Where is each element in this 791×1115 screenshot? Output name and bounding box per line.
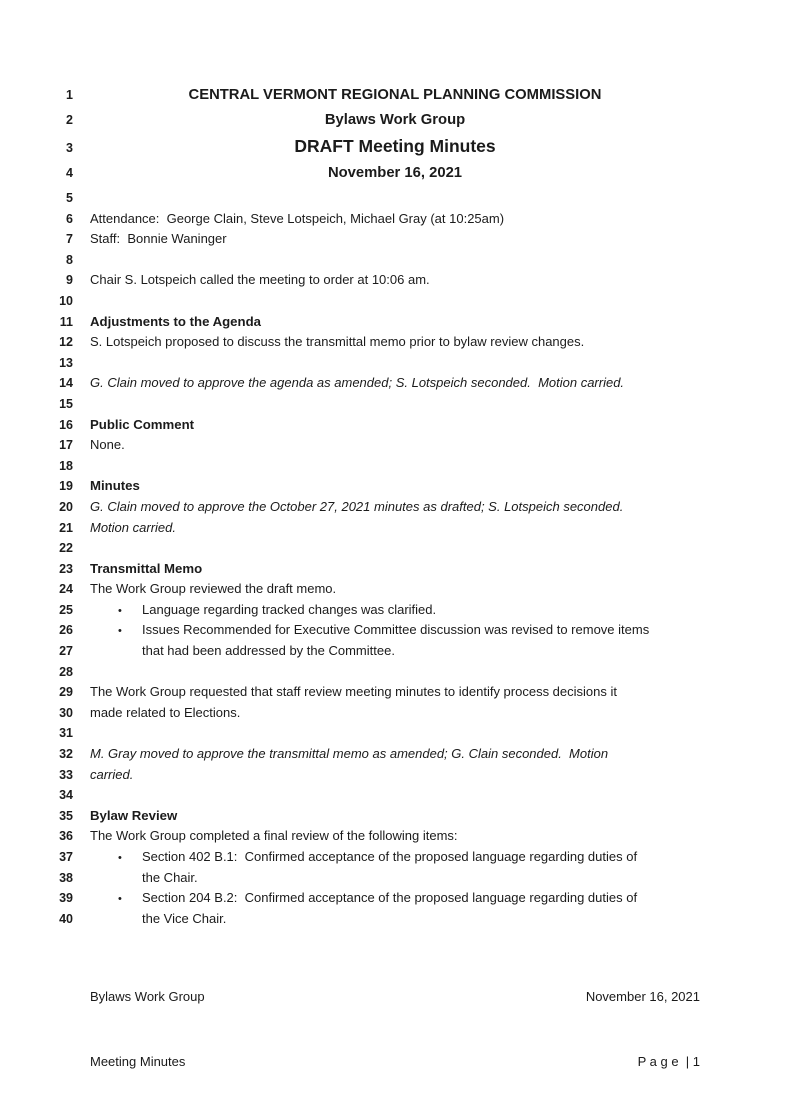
minutes-line [0, 726, 791, 747]
minutes-line [0, 871, 791, 892]
line-number: 6 [66, 211, 73, 226]
minutes-line [0, 685, 791, 706]
line-number: 38 [59, 870, 73, 885]
line-text: Staff: Bonnie Waninger [90, 231, 227, 247]
section-heading: Adjustments to the Agenda [90, 313, 261, 329]
line-text [90, 603, 700, 617]
minutes-line [0, 418, 791, 439]
minutes-line [0, 253, 791, 274]
minutes-line [0, 788, 791, 809]
minutes-line [0, 829, 791, 850]
line-text: Motion carried. [90, 519, 176, 535]
line-number: 29 [59, 685, 73, 700]
document-title-line: DRAFT Meeting Minutes [294, 136, 496, 156]
line-number: 36 [59, 829, 73, 844]
minutes-line [0, 809, 791, 830]
document-title-line: CENTRAL VERMONT REGIONAL PLANNING COMMISSION [188, 87, 602, 103]
line-number: 34 [59, 788, 73, 803]
bullet-text: Issues Recommended for Executive Committee discussion was revised to remove items [142, 622, 650, 638]
footer-group-name: Bylaws Work Group [90, 989, 205, 1005]
minutes-line [0, 88, 791, 113]
line-number: 2 [66, 113, 73, 127]
line-text: the Vice Chair. [142, 910, 227, 926]
minutes-line [0, 232, 791, 253]
line-number: 9 [66, 273, 73, 288]
line-number: 35 [59, 808, 73, 823]
minutes-line [0, 500, 791, 521]
minutes-line [0, 850, 791, 871]
footer-doc-type: Meeting Minutes [90, 1053, 186, 1069]
line-number: 28 [59, 664, 73, 679]
footer-date: November 16, 2021 [585, 989, 700, 1005]
minutes-line [0, 138, 791, 166]
bullet-icon: • [118, 893, 122, 906]
line-number: 19 [59, 479, 73, 494]
line-text [90, 850, 700, 864]
bullet-icon: • [118, 625, 122, 638]
minutes-line [0, 582, 791, 603]
line-number: 22 [59, 541, 73, 556]
line-number: 37 [59, 850, 73, 864]
line-number: 20 [59, 499, 73, 514]
line-text: Attendance: George Clain, Steve Lotspeich, Michael Gray (at 10:25am) [90, 210, 505, 226]
bullet-text: Section 204 B.2: Confirmed acceptance of the proposed language regarding duties of [142, 890, 638, 906]
line-number: 21 [59, 520, 73, 535]
minutes-line [0, 191, 791, 212]
minutes-line [0, 113, 791, 138]
line-number: 18 [59, 458, 73, 473]
minutes-line [0, 665, 791, 686]
line-number: 32 [59, 747, 73, 762]
minutes-line [0, 706, 791, 727]
line-text: G. Clain moved to approve the agenda as amended; S. Lotspeich seconded. Motion carried. [90, 375, 625, 391]
line-number: 30 [59, 705, 73, 720]
section-heading: Transmittal Memo [90, 560, 203, 576]
minutes-line [0, 912, 791, 933]
line-number: 7 [66, 232, 73, 247]
line-text: carried. [90, 766, 134, 782]
line-number: 40 [59, 911, 73, 926]
line-text: the Chair. [142, 869, 198, 885]
line-text: G. Clain moved to approve the October 27, 2021 minutes as drafted; S. Lotspeich seconded. [90, 498, 624, 514]
minutes-line [0, 603, 791, 624]
line-text: Chair S. Lotspeich called the meeting to order at 10:06 am. [90, 272, 430, 288]
minutes-line [0, 891, 791, 912]
bullet-icon: • [118, 604, 122, 617]
bullet-text: Section 402 B.1: Confirmed acceptance of the proposed language regarding duties of [142, 849, 638, 864]
line-text: None. [90, 437, 125, 453]
line-number: 4 [66, 166, 73, 180]
minutes-line [0, 212, 791, 233]
line-number: 26 [59, 623, 73, 638]
bullet-text: Language regarding tracked changes was clarified. [142, 601, 437, 617]
minutes-line [0, 479, 791, 500]
line-text [90, 891, 700, 905]
minutes-line [0, 747, 791, 768]
line-number: 13 [59, 355, 73, 370]
minutes-line [0, 521, 791, 542]
footer-left [90, 943, 205, 1115]
line-number: 16 [59, 417, 73, 432]
line-number: 24 [59, 582, 73, 597]
line-text: S. Lotspeich proposed to discuss the transmittal memo prior to bylaw review changes. [90, 334, 585, 350]
footer-right [586, 943, 700, 1115]
minutes-line [0, 397, 791, 418]
line-text: The Work Group completed a final review of the following items: [90, 828, 458, 844]
line-number: 27 [59, 644, 73, 659]
line-number: 17 [59, 438, 73, 453]
footer-page-number: P a g e | 1 [637, 1053, 700, 1069]
minutes-line [0, 335, 791, 356]
line-number: 23 [59, 561, 73, 576]
line-text: The Work Group requested that staff review meeting minutes to identify process decisions it [90, 684, 617, 700]
minutes-line [0, 356, 791, 377]
line-number: 33 [59, 767, 73, 782]
line-text: M. Gray moved to approve the transmittal memo as amended; G. Clain seconded. Motion [90, 746, 609, 762]
minutes-line [0, 438, 791, 459]
line-text [90, 623, 700, 637]
line-number: 31 [59, 726, 73, 741]
minutes-line [0, 644, 791, 665]
document-title-line: November 16, 2021 [327, 165, 463, 181]
minutes-line [0, 768, 791, 789]
page-footer [90, 943, 700, 1115]
minutes-line [0, 541, 791, 562]
line-text: made related to Elections. [90, 704, 241, 720]
line-number: 14 [59, 376, 73, 391]
section-heading: Public Comment [90, 416, 195, 432]
section-heading: Bylaw Review [90, 807, 178, 823]
document-title-line: Bylaws Work Group [324, 112, 466, 128]
line-number: 15 [59, 396, 73, 411]
line-number: 10 [59, 293, 73, 308]
minutes-line [0, 623, 791, 644]
minutes-line [0, 459, 791, 480]
line-number: 8 [66, 252, 73, 267]
line-number: 5 [66, 191, 73, 205]
minutes-line [0, 315, 791, 336]
line-number: 39 [59, 891, 73, 906]
minutes-line [0, 376, 791, 397]
minutes-line [0, 166, 791, 191]
line-number: 25 [59, 602, 73, 617]
section-heading: Minutes [90, 478, 140, 494]
minutes-line [0, 273, 791, 294]
minutes-lines [0, 88, 791, 932]
line-number: 12 [59, 335, 73, 350]
minutes-line [0, 562, 791, 583]
line-number: 11 [59, 314, 73, 329]
line-text: The Work Group reviewed the draft memo. [90, 581, 337, 597]
minutes-line [0, 294, 791, 315]
bullet-icon: • [118, 852, 122, 864]
line-number: 3 [66, 141, 73, 155]
line-number: 1 [66, 88, 73, 102]
line-text: that had been addressed by the Committee. [142, 643, 395, 659]
